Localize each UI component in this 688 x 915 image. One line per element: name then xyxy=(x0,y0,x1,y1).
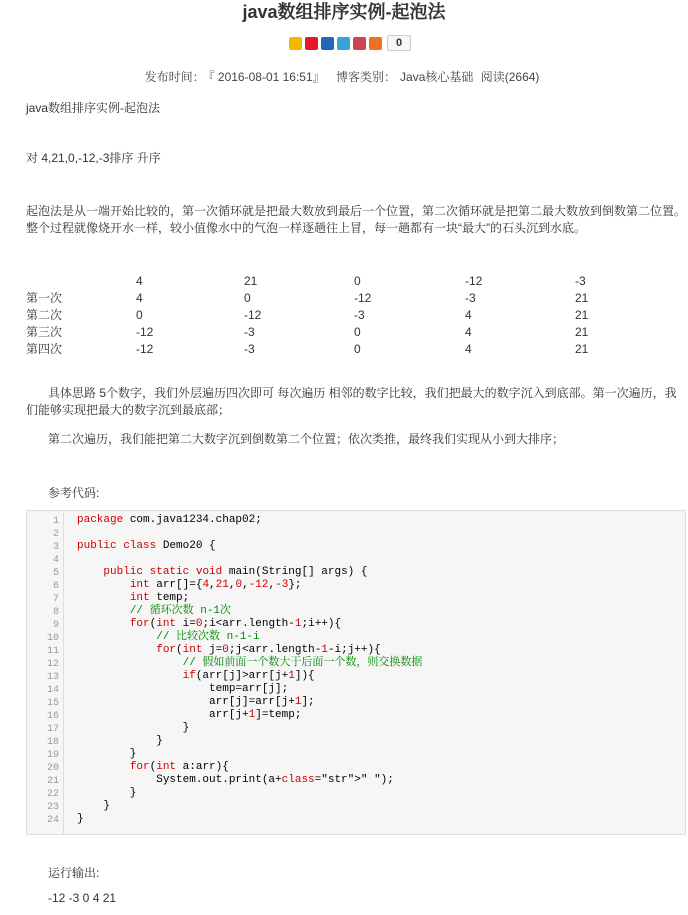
code-line: } xyxy=(77,722,190,734)
row-label-cell: 第一次 xyxy=(26,291,63,305)
line-number: 21 xyxy=(46,776,59,787)
share-bar xyxy=(289,35,411,51)
row-label-cell: 第三次 xyxy=(26,325,63,339)
table-row xyxy=(26,272,635,289)
row-label-cell: 第二次 xyxy=(26,308,63,322)
code-line: package com.java1234.chap02; xyxy=(77,514,262,526)
value-cell: 21 xyxy=(575,341,589,356)
line-number: 1 xyxy=(52,516,59,527)
value-cell: -3 xyxy=(244,341,255,356)
code-line: arr[j]=arr[j+1]; xyxy=(77,696,315,708)
value-cell: -12 xyxy=(244,307,262,322)
output-value: -12 -3 0 4 21 xyxy=(48,891,117,905)
code-line: } xyxy=(77,748,137,760)
value-cell: 0 xyxy=(354,324,361,339)
share-count[interactable]: 0 xyxy=(387,35,411,51)
row-label-cell: 第四次 xyxy=(26,342,63,356)
code-line: if(arr[j]>arr[j+1]){ xyxy=(182,670,315,682)
value-cell: -3 xyxy=(575,273,586,288)
task-text: 对 4,21,0,-12,-3排序 升序 xyxy=(26,151,161,165)
line-number: 4 xyxy=(52,555,59,566)
douban-icon[interactable] xyxy=(353,37,366,50)
table-row xyxy=(26,340,635,357)
code-line: public static void main(String[] args) { xyxy=(103,566,368,578)
line-number: 20 xyxy=(46,763,59,774)
weibo-icon[interactable] xyxy=(305,37,318,50)
published-label: 发布时间： xyxy=(144,70,205,84)
value-cell: -12 xyxy=(136,341,154,356)
code-line: // 循环次数 n-1次 xyxy=(129,605,232,617)
value-cell: -3 xyxy=(354,307,365,322)
code-line: // 假如前面一个数大于后面一个数，则交换数据 xyxy=(182,657,423,669)
code-line: for(int a:arr){ xyxy=(129,761,229,773)
code-label: 参考代码: xyxy=(48,486,100,500)
code-line: temp=arr[j]; xyxy=(77,683,289,695)
line-number: 9 xyxy=(52,620,59,631)
intro-title: java数组排序实例-起泡法 xyxy=(26,101,161,115)
line-number: 16 xyxy=(46,711,59,722)
code-line: } xyxy=(77,787,137,799)
value-cell: 4 xyxy=(136,273,143,288)
row-label-cell xyxy=(26,272,136,289)
line-number: 19 xyxy=(46,750,59,761)
value-cell: -12 xyxy=(354,290,372,305)
code-line: arr[j+1]=temp; xyxy=(77,709,302,721)
category-value[interactable]: Java核心基础 xyxy=(400,70,474,84)
value-cell: 0 xyxy=(136,307,143,322)
qzone-icon[interactable] xyxy=(289,37,302,50)
line-number: 10 xyxy=(46,633,59,644)
code-line: for(int j=0;j<arr.length-1-i;j++){ xyxy=(156,644,381,656)
value-cell: 0 xyxy=(354,273,361,288)
table-row xyxy=(26,289,635,306)
article-meta xyxy=(0,68,688,85)
idea-paragraph-1: 具体思路 5个数字，我们外层遍历四次即可 每次遍历 相邻的数字比较，我们把最大的数字沉入到底部。第一次遍历，我们能够实现把最大的数字沉到最底部； xyxy=(26,386,677,417)
line-number: 18 xyxy=(46,737,59,748)
sort-steps-table xyxy=(26,272,635,357)
code-line: for(int i=0;i<arr.length-1;i++){ xyxy=(129,618,342,630)
value-cell: -12 xyxy=(136,324,154,339)
published-value: 『 2016-08-01 16:51』 xyxy=(208,70,325,84)
explain-line-2: 整个过程就像烧开水一样，较小值像水中的气泡一样逐趟往上冒，每一趟都有一块“最大”的石头沉到水底。 xyxy=(26,221,586,235)
line-number: 22 xyxy=(46,789,59,800)
table-row xyxy=(26,306,635,323)
value-cell: -3 xyxy=(465,290,476,305)
value-cell: 4 xyxy=(465,324,472,339)
value-cell: 0 xyxy=(354,341,361,356)
renren-icon[interactable] xyxy=(321,37,334,50)
line-number-gutter xyxy=(27,511,64,834)
code-line: public class Demo20 { xyxy=(77,540,216,552)
line-number: 13 xyxy=(46,672,59,683)
line-number: 6 xyxy=(52,581,59,592)
line-number: 24 xyxy=(46,815,59,826)
table-row xyxy=(26,323,635,340)
value-cell: 0 xyxy=(244,290,251,305)
line-number: 8 xyxy=(52,607,59,618)
line-number: 11 xyxy=(46,646,59,657)
article-title: java数组排序实例-起泡法 xyxy=(242,2,446,22)
code-line: int arr[]={4,21,0,-12,-3}; xyxy=(129,579,302,591)
code-line: } xyxy=(77,800,111,812)
line-number: 2 xyxy=(52,529,59,540)
value-cell: 21 xyxy=(575,307,589,322)
code-line: } xyxy=(77,735,163,747)
line-number: 7 xyxy=(52,594,59,605)
line-number: 17 xyxy=(46,724,59,735)
value-cell: -12 xyxy=(465,273,483,288)
value-cell: 4 xyxy=(136,290,143,305)
output-label: 运行输出: xyxy=(48,866,100,880)
code-line: } xyxy=(77,813,84,825)
read-count: 阅读(2664) xyxy=(480,70,540,84)
value-cell: -3 xyxy=(244,324,255,339)
code-line: // 比较次数 n-1-i xyxy=(156,631,260,643)
explain-line-1: 起泡法是从一端开始比较的，第一次循环就是把最大数放到最后一个位置，第二次循环就是把第二最大数放到倒数第二位置。 xyxy=(26,204,687,218)
value-cell: 21 xyxy=(575,290,589,305)
code-line: System.out.print(a+class="str">" "); xyxy=(77,774,394,786)
category-label: 博客类别： xyxy=(336,70,397,84)
value-cell: 21 xyxy=(575,324,589,339)
line-number: 23 xyxy=(46,802,59,813)
code-block xyxy=(26,510,686,835)
line-number: 14 xyxy=(46,685,59,696)
line-number: 12 xyxy=(46,659,59,670)
value-cell: 4 xyxy=(465,341,472,356)
more-share-icon[interactable] xyxy=(369,37,382,50)
line-number: 15 xyxy=(46,698,59,709)
tencent-weibo-icon[interactable] xyxy=(337,37,350,50)
line-number: 3 xyxy=(52,542,59,553)
value-cell: 4 xyxy=(465,307,472,322)
line-number: 5 xyxy=(52,568,59,579)
idea-paragraph-2: 第二次遍历，我们能把第二大数字沉到倒数第二个位置；依次类推，最终我们实现从小到大排序； xyxy=(48,432,565,446)
code-line: int temp; xyxy=(129,592,190,604)
value-cell: 21 xyxy=(244,273,258,288)
